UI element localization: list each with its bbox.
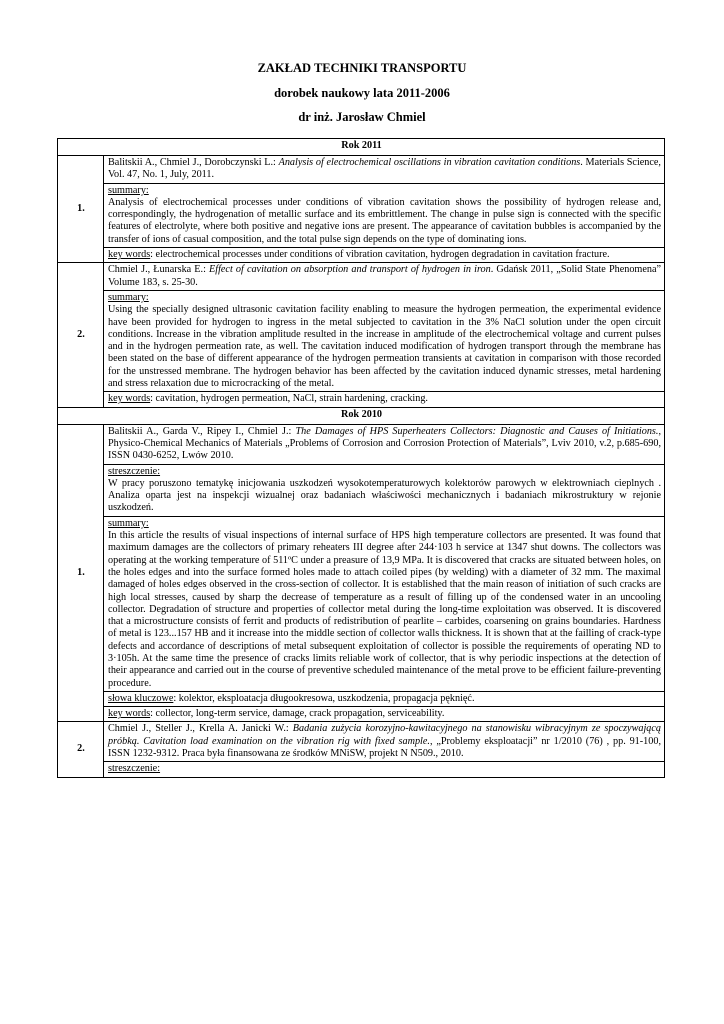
year-heading: Rok 2011 [58,139,665,156]
slowa-kluczowe-cell [104,691,665,706]
institution-title: ZAKŁAD TECHNIKI TRANSPORTU [257,61,467,75]
entry-number: 1. [58,424,104,722]
summary-cell [104,290,665,391]
summary-cell [104,183,665,247]
author-name: dr inż. Jarosław Chmiel [298,110,426,124]
publication-row [58,424,665,464]
slowa-kluczowe-text: : kolektor, eksploatacja długookresowa, uszkodzenia, propagacja pęknięć. [173,692,475,704]
citation-authors: Balitskii A., Chmiel J., Dorobczynski L.: [108,157,279,168]
publication-row [58,722,665,762]
citation [104,156,665,184]
streszczenie-cell [104,464,665,516]
citation-source: . Materials Science, Vol. 47, No. 1, July, 2011. [108,157,661,181]
entry-number: 2. [58,263,104,407]
citation [104,722,665,762]
keywords-cell [104,707,665,722]
keywords-label: key words [108,393,151,405]
entry-number: 2. [58,722,104,777]
summary-label: summary: [108,291,149,303]
citation-authors: Balitskii A., Garda V., Ripey I., Chmiel J.: [108,425,296,437]
keywords-cell [104,248,665,263]
streszczenie-label: streszczenie: [108,465,161,477]
keywords-label: key words [108,249,151,261]
keywords-row [58,707,665,722]
summary-label: summary: [108,517,149,529]
slowa-kluczowe-row [58,691,665,706]
year-heading: Rok 2010 [58,407,665,424]
summary-text: In this article the results of visual inspections of internal surface of HPS high temperature collectors are presented. It was found that maximum damages are the collectors of primary reheaters III degree after 244·103 h service at 1347 shut downs. The collectors was operating at the working temperature of 511ºC under a preasure of 13,9 MPa. It is discovered that cracks are situated between holes, on the holes edges and into the surface formed holes made to attach coiled pipes (by welding) with a diameter of 32 mm. The maximal damaged of holes edges observed in the cross-section of collector. It is established that the main reason of initiation of such cracks are high local stresses, caused by sharp the decrease of temperature as a result of filling up of the condensed water in an uncooling collector. Degradation of structure and properties of collector metal during the long-time exploitation was observed. It is discovered that a microstructure consists of ferrit and products of redistribution of pearlite – carbides, coarsening on grains boundaries. Hardness of metal is 123...157 HB and it increase into the middle section of collector walls thickness. It is shown that at the failling of crack-type defects and accordance of descriptions of metal subsequent exploitation of collector is possible the requirements of operating ND to 3·105h. At the same time the presence of cracks limits reliable work of collector, that is why periodic inspections at the detection of their appearance and carried out in the course of preventive scheduled maintenance of the metal prove to be efficient failure-preventing procedure. [108,530,661,689]
citation-source: . Gdańsk 2011, „Solid State Phenomena” Volume 183, s. 25-30. [108,264,661,288]
streszczenie-text: W pracy poruszono tematykę inicjowania uszkodzeń wysokotemperaturowych kolektorów parowych w elektrowniach cieplnych . Analiza oparta jest na inspekcji wizualnej oraz badaniach właściwości mechanicznych i badaniach mikrostruktury w rejonie uszkodzeń. [108,477,661,514]
citation [104,424,665,464]
summary-row [58,290,665,391]
citation-source: , Physico-Chemical Mechanics of Materials „Problems of Corrosion and Corrosion Protection of Materials”, Lviv 2010, v.2, p.685-690, ISSN 0430-6252, Lwów 2010. [108,425,661,462]
citation-authors: Chmiel J., Łunarska E.: [108,264,210,276]
citation-title: Badania zużycia korozyjno-kawitacyjnego na stanowisku wibracyjnym ze spoczywającą próbką. Cavitation load examination on the vibration rig with fixed sample. [108,723,661,747]
document-subtitle: dorobek naukowy lata 2011-2006 [274,86,450,100]
citation-source: , „Problemy eksploatacji” nr 1/2010 (76) , pp. 91-100, ISSN 1232-9312. Praca była finansowana ze środków MNiSW, projekt N N509., 2010. [108,735,661,760]
summary-text: Analysis of electrochemical processes under conditions of vibration cavitation shows the possibility of hydrogen release and, correspondingly, the hydrogenation of metallic surface and its embrittlement. The change in pulse sign is connected with the specific features of electrolyte, where both positive and negative ions are present. The appearance of cavitation bubbles is accompanied by the transfer of ions of casual composition, and the total pulse sign depends on the type of dominating ions. [108,196,661,245]
streszczenie-row [58,762,665,777]
keywords-text: : collector, long-term service, damage, crack propagation, serviceability. [150,708,445,720]
citation-title: Effect of cavitation on absorption and transport of hydrogen in iron [209,264,491,276]
citation-title: The Damages of HPS Superheaters Collectors: Diagnostic and Causes of Initiations. [295,425,659,437]
citation-authors: Chmiel J., Steller J., Krella A. Janicki W.: [108,723,293,735]
publication-row [58,156,665,184]
keywords-label: key words [108,708,151,720]
year-row [58,139,665,156]
summary-text: Using the specially designed ultrasonic cavitation facility enabling to measure the hydrogen permeation, the experimental evidence have been provided for hydrogen to ingress in the metal subjected to cavitation in the 3% NaCl solution under the open circuit conditions. Increase in the vibration amplitude resulted in the increase in amplitude of the electrochemical voltage and current pulses and in the hydrogen permeation rate, as well. The cavitation induced modification of hydrogen transport through the membrane has been stated on the base of different appearance of the hydrogen permeation transients at cavitation in comparison with those recorded for the unstressed membrane. The hydrogen behavior has been affected by the cavitation induced dynamic stresses, metal hardening and stress relaxation due to microcracking of the metal. [108,304,661,390]
slowa-kluczowe-label: słowa kluczowe [108,692,174,704]
publication-row [58,263,665,291]
year-row [58,407,665,424]
entry-number: 1. [58,156,104,263]
summary-row [58,183,665,247]
keywords-text: : electrochemical processes under conditions of vibration cavitation, hydrogen degradation in cavitation fracture. [150,249,610,261]
keywords-row [58,392,665,407]
summary-label: summary: [108,184,149,196]
keywords-cell [104,392,665,407]
keywords-row [58,248,665,263]
summary-row [58,516,665,691]
publications-table [57,138,665,778]
citation-title: Analysis of electrochemical oscillations in vibration cavitation conditions [278,157,581,168]
keywords-text: : cavitation, hydrogen permeation, NaCl, strain hardening, cracking. [150,393,428,405]
summary-cell [104,516,665,691]
streszczenie-row [58,464,665,516]
streszczenie-cell [104,762,665,777]
streszczenie-label: streszczenie: [108,763,161,775]
citation [104,263,665,291]
